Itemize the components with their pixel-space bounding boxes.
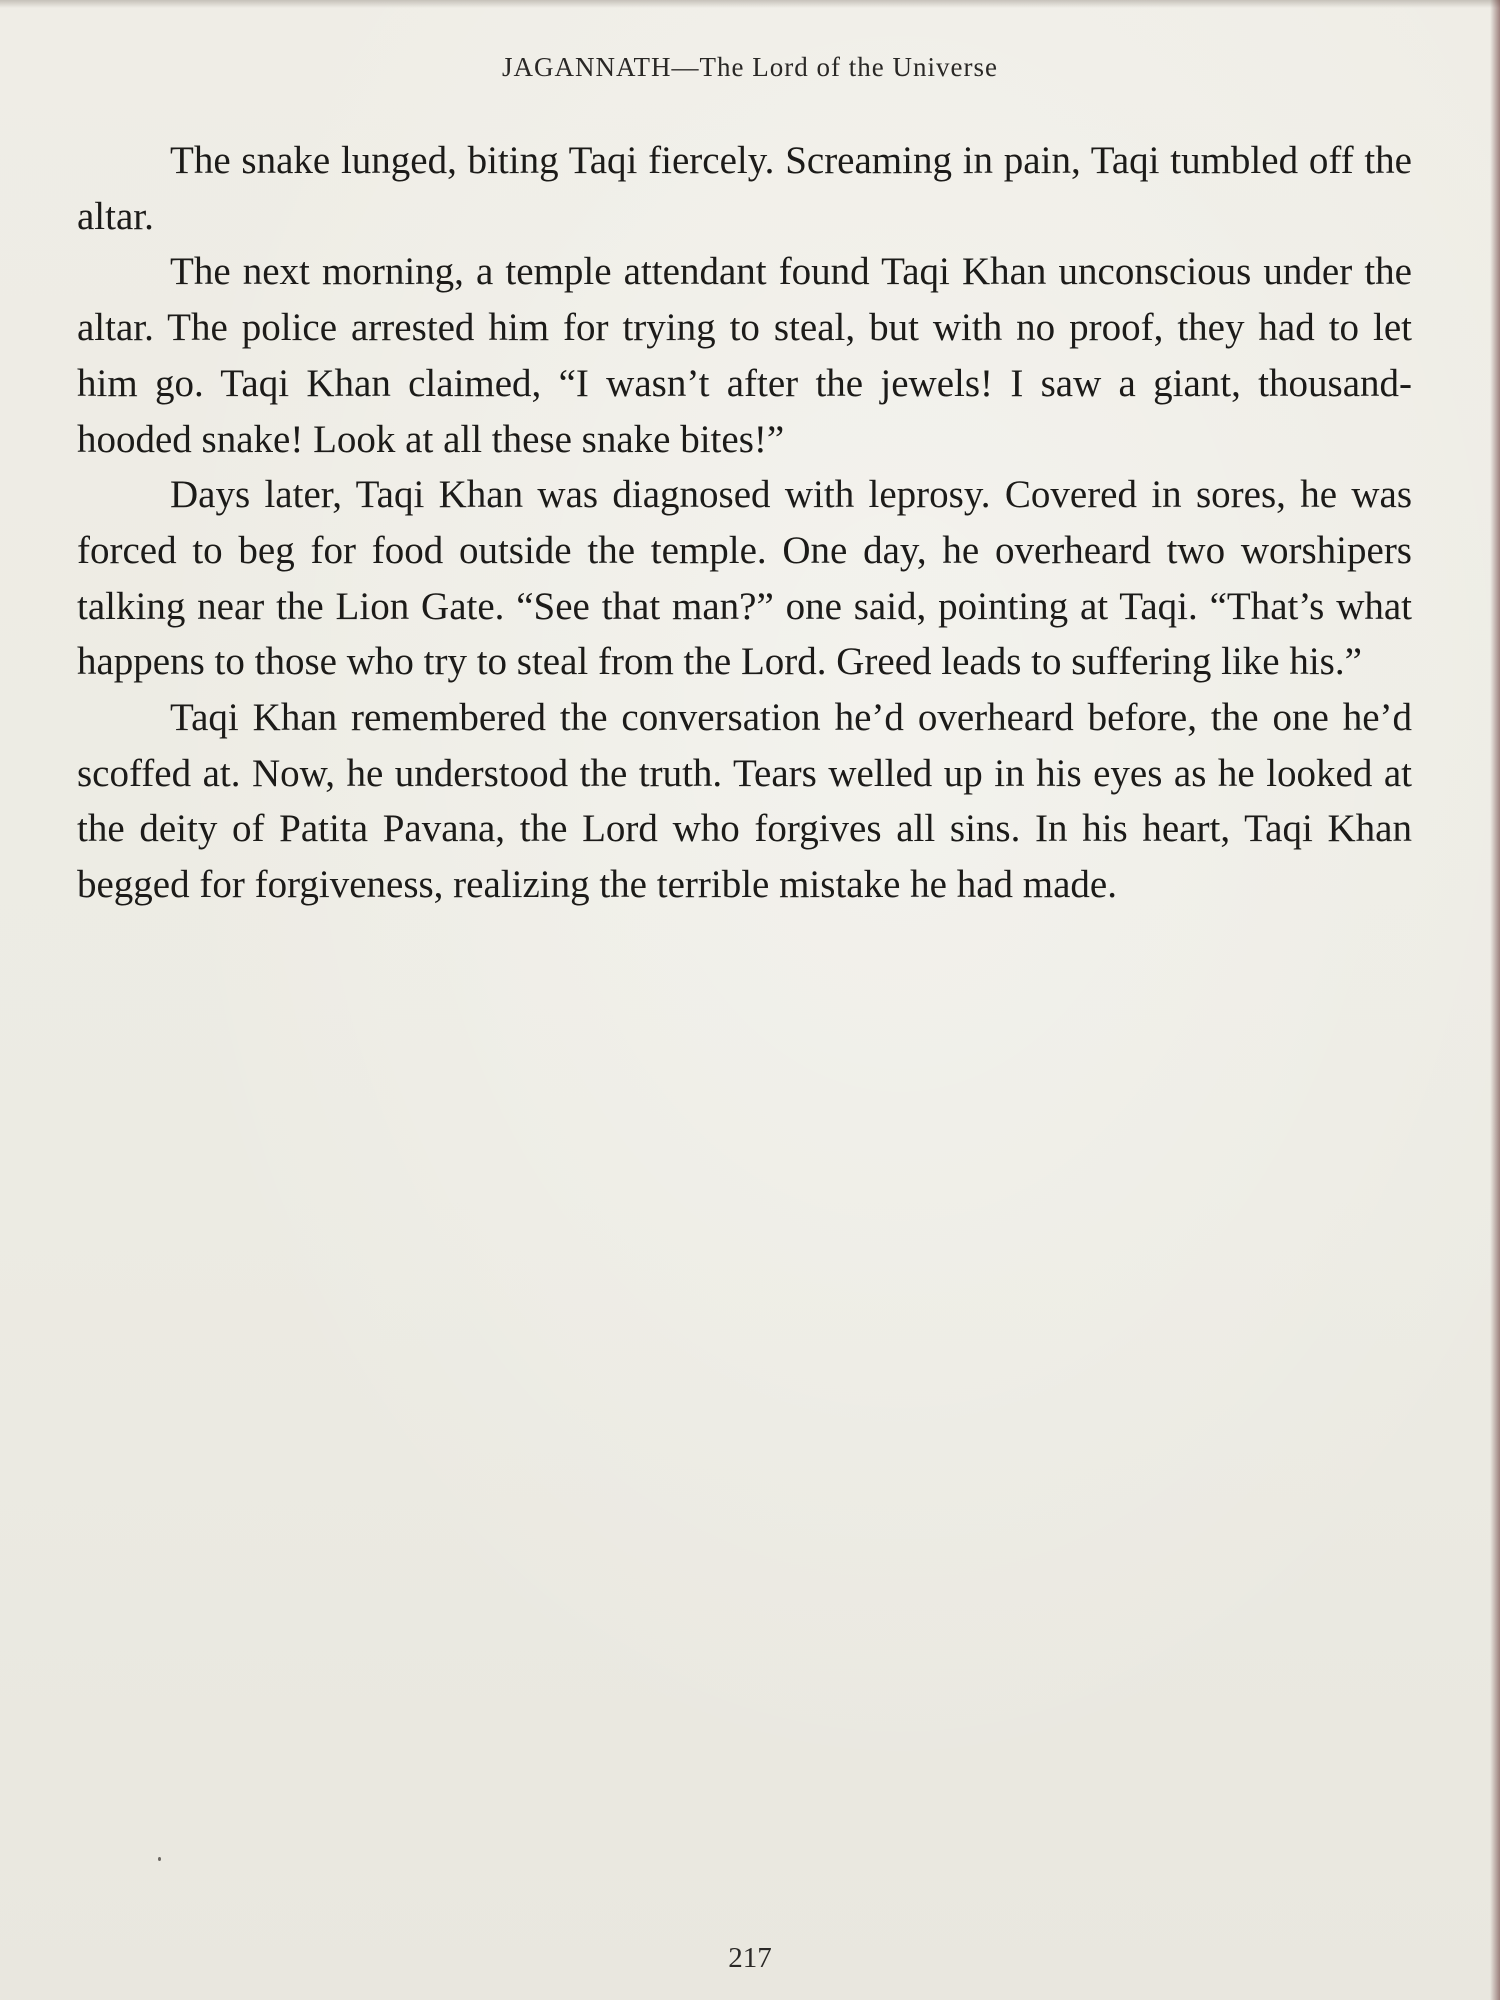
paragraph: Taqi Khan remembered the conversation he’d overheard before, the one he’d scoffed at. Now, he understood the truth. Tears welled up in his eyes as he looked at the deity of Patita Pavana, the Lord who forgives all sins. In his heart, Taqi Khan begged for forgiveness, realizing the terrible mistake he had made. bbox=[77, 696, 1412, 907]
paragraph: The next morning, a temple attendant found Taqi Khan unconscious under the altar. The police arrested him for trying to steal, but with no proof, they had to let him go. Taqi Khan claimed, “I wasn’t after the jewels! I saw a giant, thousand-hooded snake! Look at all these snake bites!” bbox=[77, 250, 1412, 461]
page-right-edge bbox=[1490, 0, 1500, 2000]
paragraph: The snake lunged, biting Taqi fiercely. Screaming in pain, Taqi tumbled off the altar. bbox=[77, 139, 1412, 238]
paragraph: Days later, Taqi Khan was diagnosed with leprosy. Covered in sores, he was forced to beg for food outside the temple. One day, he overheard two worshipers talking near the Lion Gate. “See that man?” one said, pointing at Taqi. “That’s what happens to those who try to steal from the Lord. Greed leads to suffering like his.” bbox=[77, 473, 1412, 684]
page-top-edge bbox=[0, 0, 1500, 8]
page-number: 217 bbox=[728, 1942, 772, 1974]
print-speck bbox=[158, 1857, 161, 1861]
running-head: JAGANNATH—The Lord of the Universe bbox=[502, 52, 998, 82]
body-text bbox=[77, 133, 1412, 913]
